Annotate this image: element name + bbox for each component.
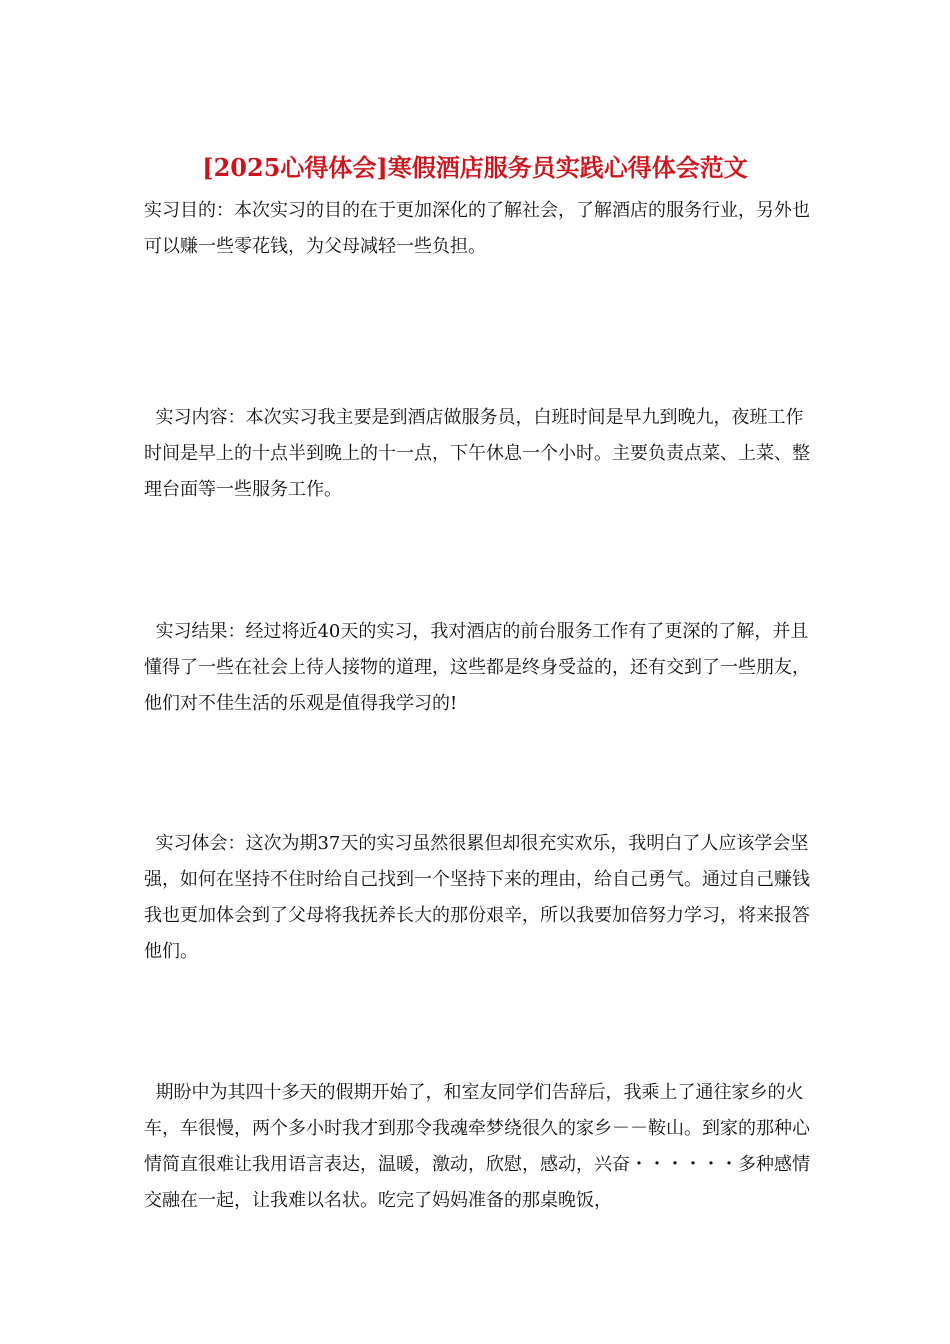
document-title: [2025心得体会]寒假酒店服务员实践心得体会范文 xyxy=(202,153,748,182)
paragraph-purpose: 实习目的：本次实习的目的在于更加深化的了解社会，了解酒店的服务行业，另外也可以赚一些零花钱，为父母减轻一些负担。 xyxy=(144,200,810,257)
paragraph-experience: 实习体会：这次为期37天的实习虽然很累但却很充实欢乐，我明白了人应该学会坚强，如何在坚持不住时给自己找到一个坚持下来的理由，给自己勇气。通过自己赚钱我也更加体会到了父母将我抚养长大的那份艰辛，所以我要加倍努力学习，将来报答他们。 xyxy=(144,833,810,962)
paragraph-content: 实习内容：本次实习我主要是到酒店做服务员，白班时间是早九到晚九，夜班工作时间是早上的十点半到晚上的十一点，下午休息一个小时。主要负责点菜、上菜、整理台面等一些服务工作。 xyxy=(144,407,810,500)
paragraph-holiday: 期盼中为其四十多天的假期开始了，和室友同学们告辞后，我乘上了通往家乡的火车，车很慢，两个多小时我才到那令我魂牵梦绕很久的家乡－－鞍山。到家的那种心情简直很难让我用语言表达，温暖，激动，欣慰，感动，兴奋・・・・・・多种感情交融在一起，让我难以名状。吃完了妈妈准备的那桌晚饭， xyxy=(144,1082,810,1211)
paragraph-result: 实习结果：经过将近40天的实习，我对酒店的前台服务工作有了更深的了解，并且懂得了一些在社会上待人接物的道理，这些都是终身受益的，还有交到了一些朋友，他们对不佳生活的乐观是值得我学习的! xyxy=(144,621,810,714)
